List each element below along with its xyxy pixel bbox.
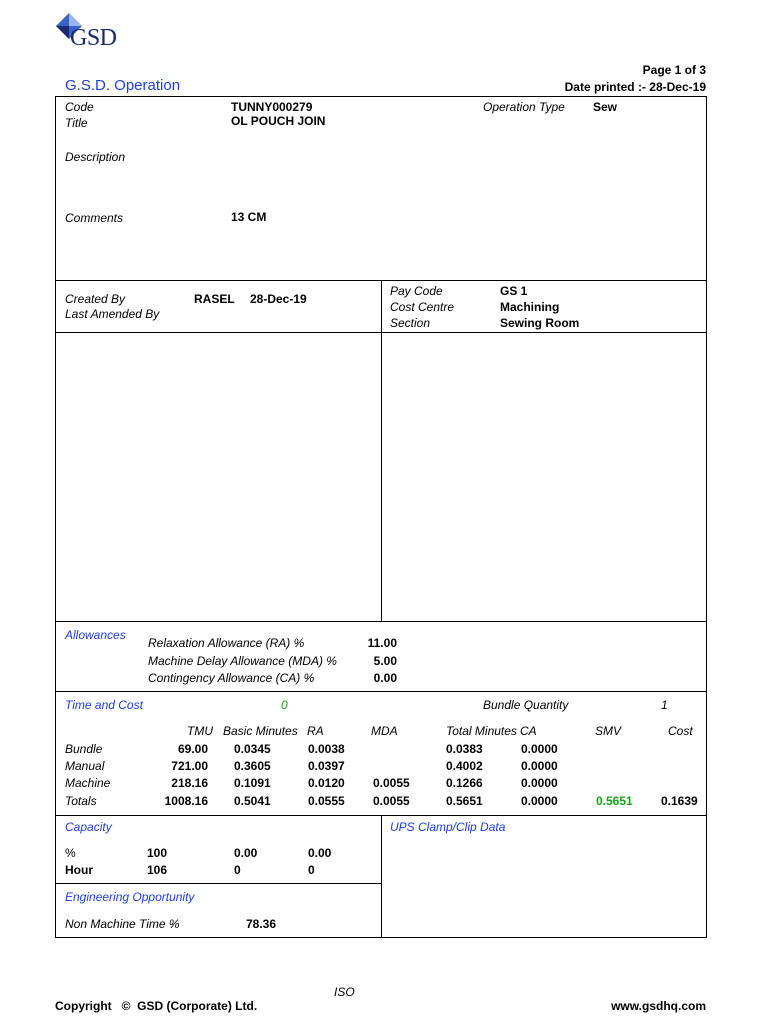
capacity-percent-1: 100 bbox=[147, 846, 168, 860]
non-machine-time-label: Non Machine Time % bbox=[65, 917, 180, 931]
manual-ca: 0.0000 bbox=[521, 759, 558, 773]
capacity-percent-2: 0.00 bbox=[234, 846, 258, 860]
machine-mda: 0.0055 bbox=[373, 776, 410, 790]
totals-total: 0.5651 bbox=[446, 794, 483, 808]
title-value: OL POUCH JOIN bbox=[231, 114, 326, 128]
capacity-hour-1: 106 bbox=[147, 863, 168, 877]
ca-label: Contingency Allowance (CA) % bbox=[148, 671, 315, 685]
capacity-hour-label: Hour bbox=[65, 863, 93, 877]
time-cost-heading: Time and Cost bbox=[65, 698, 143, 712]
manual-ra: 0.0397 bbox=[308, 759, 345, 773]
pay-code-label: Pay Code bbox=[390, 284, 443, 298]
row-label-bundle: Bundle bbox=[65, 742, 103, 756]
capacity-percent-label: % bbox=[65, 846, 76, 860]
created-by-value: RASEL bbox=[194, 292, 235, 306]
bundle-ra: 0.0038 bbox=[308, 742, 345, 756]
bundle-tmu: 69.00 bbox=[177, 742, 208, 756]
page-number: Page 1 of 3 bbox=[642, 63, 706, 77]
code-label: Code bbox=[65, 100, 94, 114]
col-header-ra: RA bbox=[307, 724, 324, 738]
mda-label: Machine Delay Allowance (MDA) % bbox=[148, 654, 337, 668]
ca-value: 0.00 bbox=[373, 671, 397, 685]
col-header-total-minutes: Total Minutes bbox=[446, 724, 517, 738]
section-value: Sewing Room bbox=[500, 316, 580, 330]
cost-centre-label: Cost Centre bbox=[390, 300, 455, 314]
description-label: Description bbox=[65, 150, 126, 164]
bundle-ca: 0.0000 bbox=[521, 742, 558, 756]
operation-type-value: Sew bbox=[593, 100, 618, 114]
capacity-heading: Capacity bbox=[65, 820, 112, 834]
mda-value: 5.00 bbox=[373, 654, 397, 668]
last-amended-label: Last Amended By bbox=[65, 307, 160, 321]
time-cost-heading-value: 0 bbox=[281, 698, 288, 712]
website-link[interactable]: www.gsdhq.com bbox=[611, 999, 706, 1013]
machine-ca: 0.0000 bbox=[521, 776, 558, 790]
totals-tmu: 1008.16 bbox=[164, 794, 208, 808]
code-value: TUNNY000279 bbox=[231, 100, 313, 114]
bundle-quantity-label: Bundle Quantity bbox=[483, 698, 569, 712]
col-header-cost: Cost bbox=[668, 724, 693, 738]
totals-ca: 0.0000 bbox=[521, 794, 558, 808]
created-by-label: Created By bbox=[65, 292, 126, 306]
pay-code-value: GS 1 bbox=[500, 284, 528, 298]
manual-basic: 0.3605 bbox=[234, 759, 271, 773]
divider bbox=[55, 883, 381, 884]
logo-text: GSD bbox=[70, 25, 117, 51]
totals-cost: 0.1639 bbox=[661, 794, 698, 808]
divider bbox=[55, 691, 707, 692]
capacity-hour-2: 0 bbox=[234, 863, 241, 877]
col-header-basic-minutes: Basic Minutes bbox=[223, 724, 298, 738]
ups-clamp-heading: UPS Clamp/Clip Data bbox=[390, 820, 506, 834]
bundle-total: 0.0383 bbox=[446, 742, 483, 756]
engineering-heading: Engineering Opportunity bbox=[65, 890, 195, 904]
machine-total: 0.1266 bbox=[446, 776, 483, 790]
totals-smv: 0.5651 bbox=[596, 794, 633, 808]
divider bbox=[381, 280, 382, 621]
ra-label: Relaxation Allowance (RA) % bbox=[148, 636, 305, 650]
machine-ra: 0.0120 bbox=[308, 776, 345, 790]
divider bbox=[381, 815, 382, 938]
bundle-basic: 0.0345 bbox=[234, 742, 271, 756]
date-printed: Date printed :- 28-Dec-19 bbox=[564, 80, 706, 94]
operation-type-label: Operation Type bbox=[483, 100, 565, 114]
machine-tmu: 218.16 bbox=[171, 776, 208, 790]
comments-label: Comments bbox=[65, 211, 124, 225]
company-logo bbox=[55, 12, 135, 52]
col-header-mda: MDA bbox=[371, 724, 398, 738]
non-machine-time-value: 78.36 bbox=[246, 917, 277, 931]
row-label-totals: Totals bbox=[65, 794, 97, 808]
totals-mda: 0.0055 bbox=[373, 794, 410, 808]
capacity-hour-3: 0 bbox=[308, 863, 315, 877]
ra-value: 11.00 bbox=[367, 636, 397, 650]
bundle-quantity-value: 1 bbox=[661, 698, 668, 712]
totals-basic: 0.5041 bbox=[234, 794, 271, 808]
document-title: G.S.D. Operation bbox=[65, 77, 181, 94]
divider bbox=[55, 621, 707, 622]
manual-total: 0.4002 bbox=[446, 759, 483, 773]
col-header-tmu: TMU bbox=[187, 724, 213, 738]
cost-centre-value: Machining bbox=[500, 300, 560, 314]
col-header-smv: SMV bbox=[595, 724, 622, 738]
row-label-machine: Machine bbox=[65, 776, 111, 790]
created-date-value: 28-Dec-19 bbox=[250, 292, 307, 306]
col-header-ca: CA bbox=[520, 724, 537, 738]
title-label: Title bbox=[65, 116, 88, 130]
totals-ra: 0.0555 bbox=[308, 794, 345, 808]
allowances-heading: Allowances bbox=[65, 628, 126, 642]
section-label: Section bbox=[390, 316, 431, 330]
row-label-manual: Manual bbox=[65, 759, 105, 773]
copyright: Copyright © GSD (Corporate) Ltd. bbox=[55, 999, 258, 1013]
iso-label: ISO bbox=[334, 985, 355, 999]
manual-tmu: 721.00 bbox=[171, 759, 208, 773]
capacity-percent-3: 0.00 bbox=[308, 846, 332, 860]
comments-value: 13 CM bbox=[231, 210, 267, 224]
machine-basic: 0.1091 bbox=[234, 776, 271, 790]
